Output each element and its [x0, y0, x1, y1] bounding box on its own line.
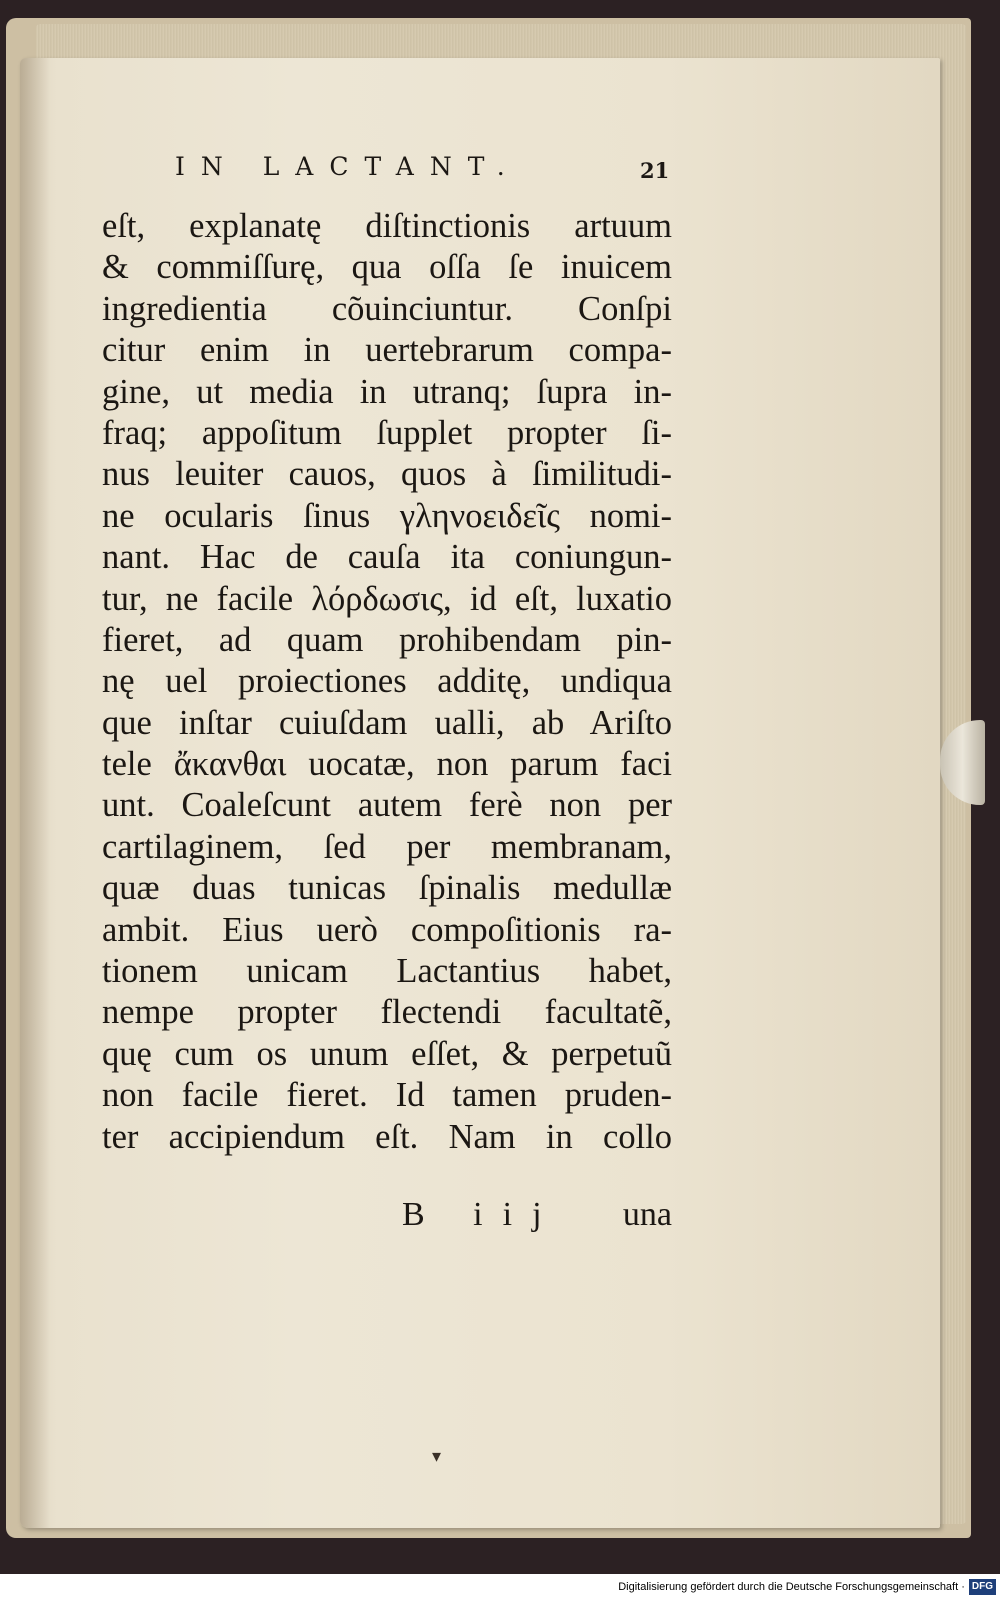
text-line: que inſtar cuiuſdam ualli, ab Ariſto: [102, 703, 672, 742]
ink-dot-mark: ▾: [432, 1446, 442, 1467]
gutter-shadow: [20, 58, 50, 1528]
text-line: unt. Coaleſcunt autem ferè non per: [102, 786, 672, 825]
text-line: tionem unicam Lactantius habet,: [102, 952, 672, 991]
text-line: gine, ut media in utranq; ſupra in-: [102, 372, 672, 411]
page-foot: [102, 1196, 672, 1238]
text-line: cartilaginem, ſed per membranam,: [102, 827, 672, 866]
folio-number: 21: [640, 158, 670, 183]
catchword: una: [622, 1196, 672, 1233]
running-head: IN LACTANT.: [175, 152, 521, 181]
text-line: eſt, explanatę diſtinctionis artuum: [102, 207, 672, 245]
text-line: non facile fieret. Id tamen pruden-: [102, 1076, 672, 1115]
text-line: ne ocularis ſinus γληνοειδεῖς nomi-: [102, 496, 672, 535]
text-line: ambit. Eius uerò compoſitionis ra-: [102, 910, 672, 949]
signature-mark: B iij: [402, 1196, 562, 1233]
text-line: citur enim in uertebrarum compa-: [102, 331, 672, 370]
text-line: quæ duas tunicas ſpinalis medullæ: [102, 869, 672, 908]
text-line: nempe propter flectendi facultatẽ,: [102, 993, 672, 1032]
body-text: [102, 206, 672, 1158]
text-line: fieret, ad quam prohibendam pin-: [102, 620, 672, 659]
text-line: fraq; appoſitum ſupplet propter ſi-: [102, 413, 672, 452]
text-line: nę uel proiectiones additę, undiqua: [102, 662, 672, 701]
text-line: ter accipiendum eſt. Nam in collo: [102, 1117, 672, 1156]
text-line: quę cum os unum eſſet, & perpetuũ: [102, 1034, 672, 1073]
text-line: tele ἄκανθαι uocatæ, non parum faci: [102, 745, 672, 784]
text-line: nant. Hac de cauſa ita coniungun-: [102, 538, 672, 577]
text-line: ingredientia cõuinciuntur. Conſpi: [102, 289, 672, 328]
text-line: tur, ne facile λόρδωσις, id eſt, luxatio: [102, 579, 672, 618]
digitization-footer: [0, 1576, 1000, 1599]
footer-credit: Digitalisierung gefördert durch die Deutsche Forschungsgemeinschaft ·: [618, 1581, 965, 1593]
text-line: nus leuiter cauos, quos à ſimilitudi-: [102, 455, 672, 494]
text-line: & commiſſurę, qua oſſa ſe inuicem: [102, 248, 672, 287]
dfg-logo-icon: DFG: [969, 1579, 996, 1595]
